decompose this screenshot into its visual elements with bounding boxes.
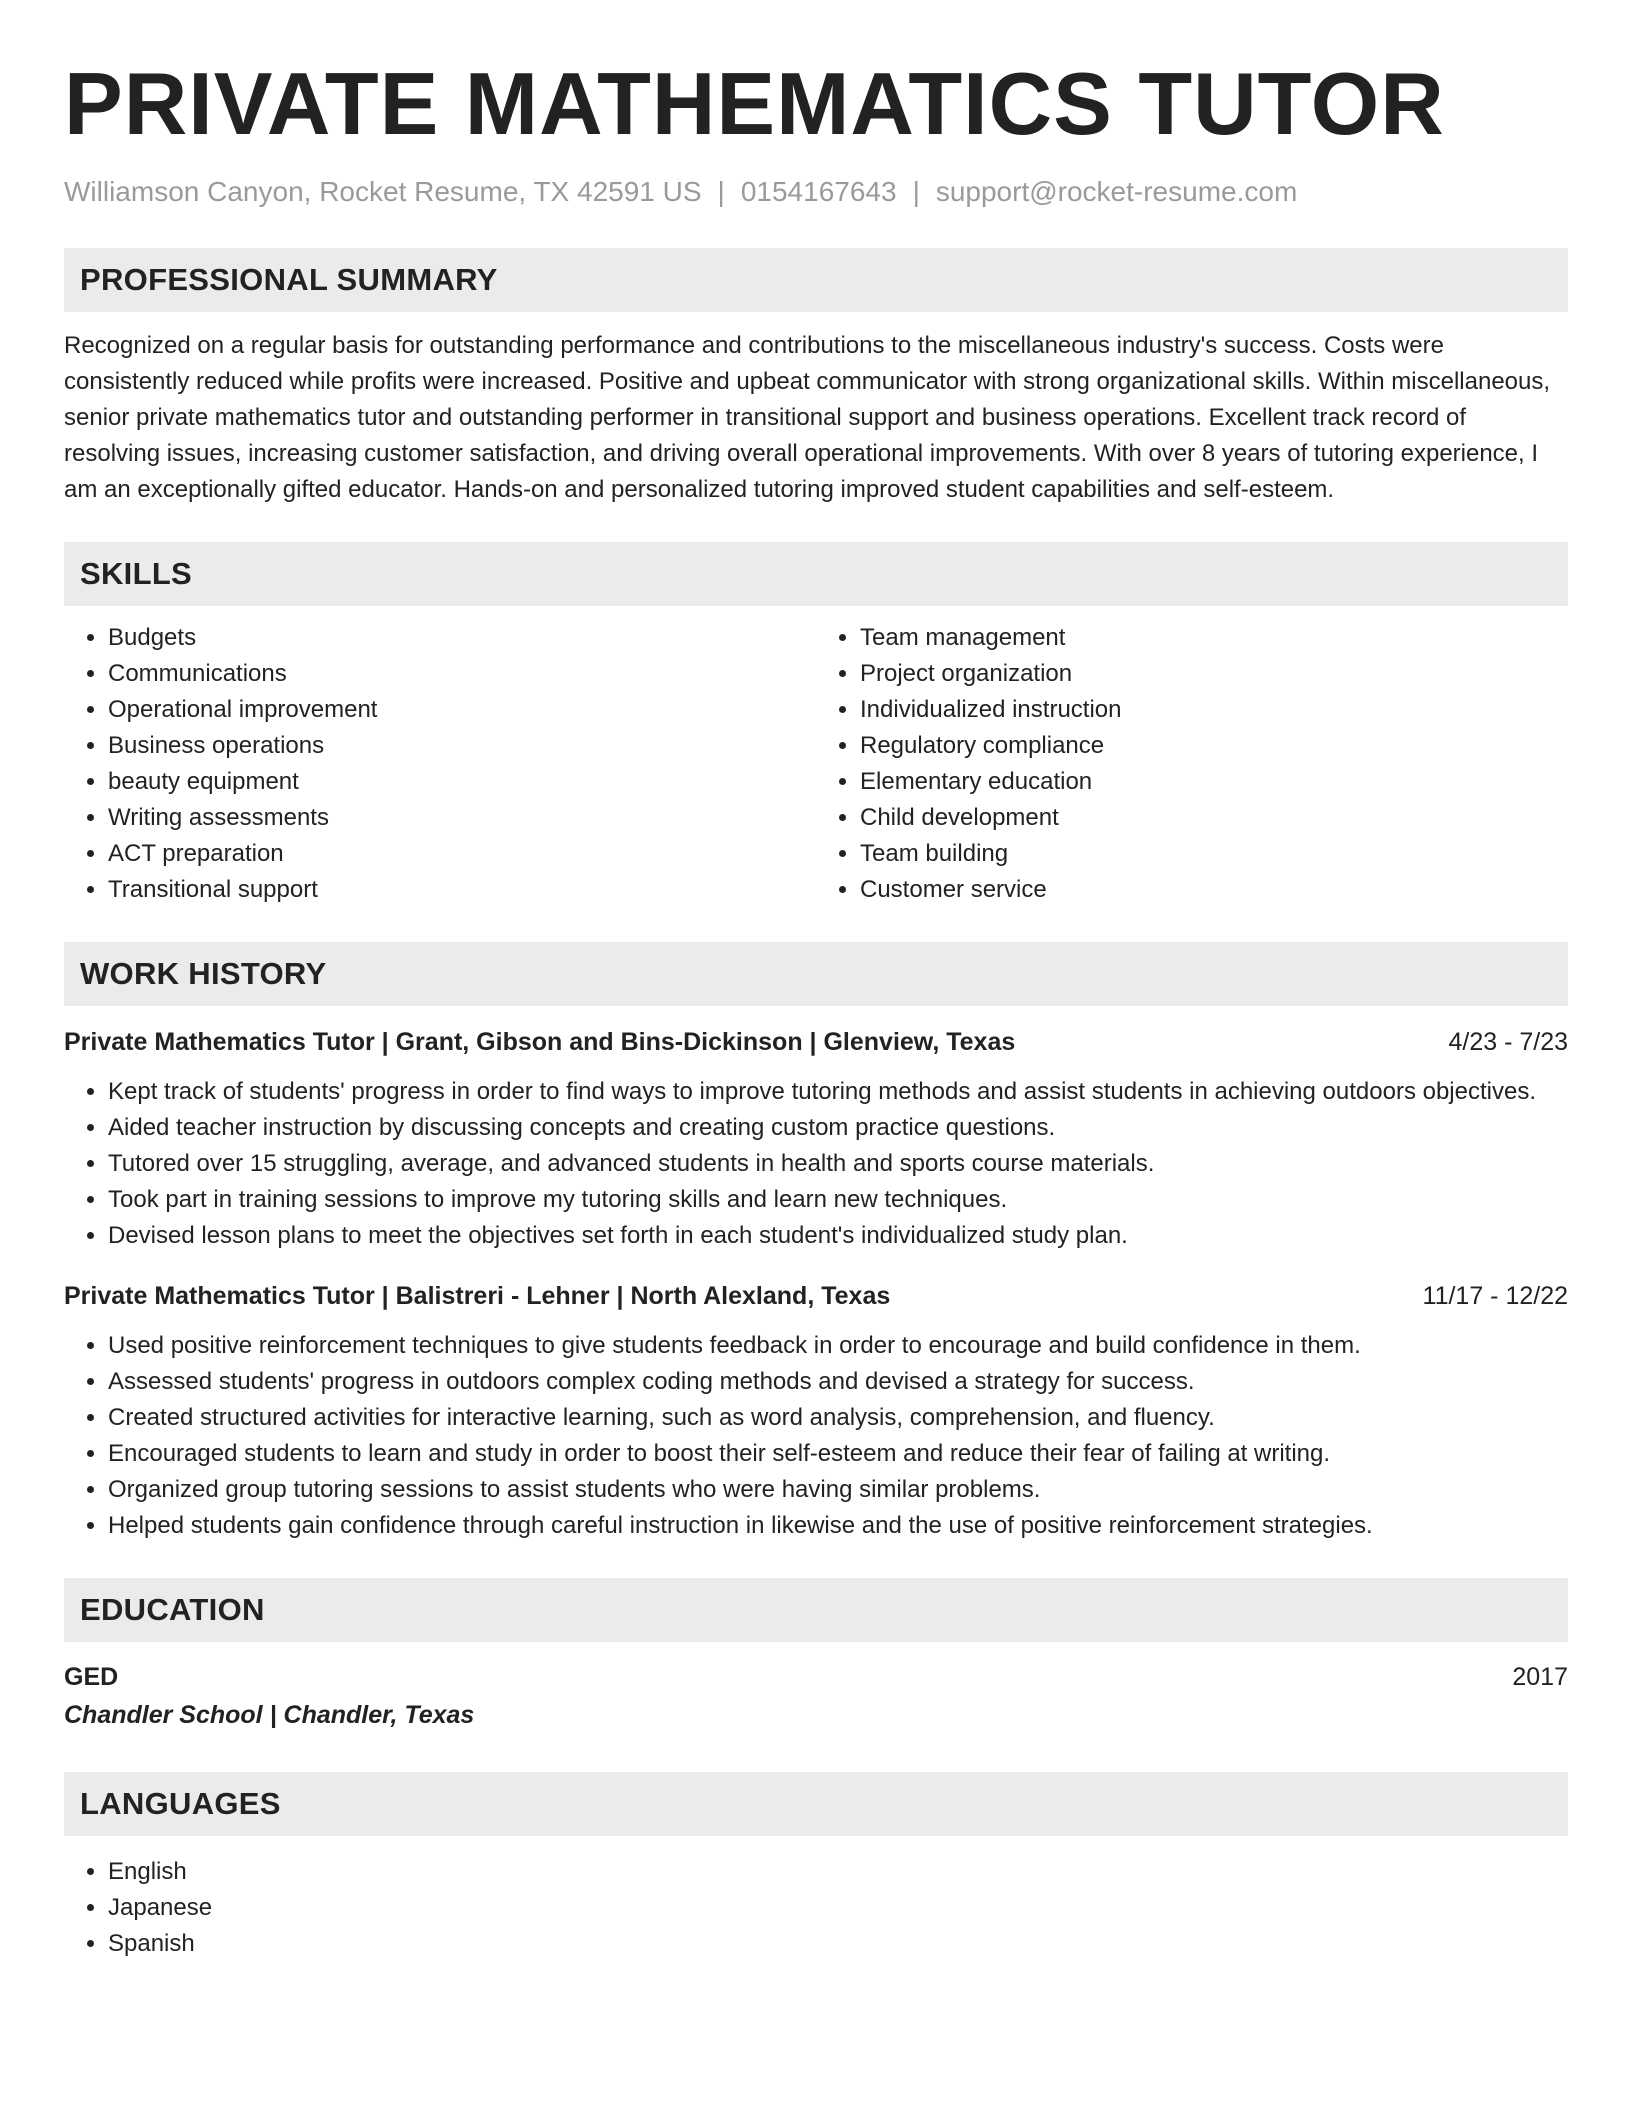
contact-line (64, 174, 1568, 210)
skill-item: • Customer service (860, 872, 1568, 908)
job-bullet: • Aided teacher instruction by discussing concepts and creating custom practice questions. (108, 1110, 1568, 1146)
skill-item: • Transitional support (108, 872, 816, 908)
skill-item: • Regulatory compliance (860, 728, 1568, 764)
skill-item: • Communications (108, 656, 816, 692)
contact-separator: | (912, 176, 920, 207)
job-bullet: • Tutored over 15 struggling, average, and advanced students in health and sports course materials. (108, 1146, 1568, 1182)
contact-separator: | (717, 176, 725, 207)
job-bullet: • Kept track of students' progress in order to find ways to improve tutoring methods and assist students in achieving outdoors objectives. (108, 1074, 1568, 1110)
skill-item: • Team management (860, 620, 1568, 656)
skill-item: • Operational improvement (108, 692, 816, 728)
job-title: Private Mathematics Tutor | Balistreri - Lehner | North Alexland, Texas (64, 1282, 891, 1310)
education-header (64, 1658, 1568, 1696)
job-bullet: • Used positive reinforcement techniques to give students feedback in order to encourage and build confidence in them. (108, 1328, 1568, 1364)
education-degree: GED (64, 1663, 119, 1691)
resume-name: PRIVATE MATHEMATICS TUTOR (64, 54, 1445, 153)
summary-text: Recognized on a regular basis for outstanding performance and contributions to the miscellaneous industry's success. Costs were consistently reduced while profits were increased. Positive and upbeat communicator with strong organizational skills. Within miscellaneous, senior private mathematics tutor and outstanding performer in transitional support and business operations. Excellent track record of resolving issues, increasing customer satisfaction, and driving overall operational improvements. With over 8 years of tutoring experience, I am an exceptionally gifted educator. Hands-on and personalized tutoring improved student capabilities and self-esteem. (64, 332, 1551, 503)
job-title: Private Mathematics Tutor | Grant, Gibson and Bins-Dickinson | Glenview, Texas (64, 1028, 1016, 1056)
skill-item: • Budgets (108, 620, 816, 656)
job-entry (64, 1278, 1568, 1544)
job-bullet: • Organized group tutoring sessions to assist students who were having similar problems. (108, 1472, 1568, 1508)
job-bullet: • Devised lesson plans to meet the objectives set forth in each student's individualized study plan. (108, 1218, 1568, 1254)
skill-item: • Project organization (860, 656, 1568, 692)
job-header (64, 1278, 1568, 1314)
job-dates: 11/17 - 12/22 (1422, 1282, 1568, 1310)
skill-item: • ACT preparation (108, 836, 816, 872)
job-bullet: • Helped students gain confidence through careful instruction in likewise and the use of positive reinforcement strategies. (108, 1508, 1568, 1544)
contact-address: Williamson Canyon, Rocket Resume, TX 42591 US (64, 176, 702, 207)
skill-item: • Writing assessments (108, 800, 816, 836)
contact-phone: 0154167643 (740, 176, 897, 207)
section-heading-skills: SKILLS (64, 542, 1568, 606)
section-heading-work-history: WORK HISTORY (64, 942, 1568, 1006)
job-bullet: • Took part in training sessions to improve my tutoring skills and learn new techniques. (108, 1182, 1568, 1218)
section-heading-languages: LANGUAGES (64, 1772, 1568, 1836)
job-bullet: • Created structured activities for interactive learning, such as word analysis, comprehension, and fluency. (108, 1400, 1568, 1436)
education-entry (64, 1658, 1568, 1734)
education-year: 2017 (1512, 1663, 1568, 1691)
language-item: • Spanish (108, 1926, 1568, 1962)
job-entry (64, 1024, 1568, 1254)
skill-item: • Business operations (108, 728, 816, 764)
language-item: • English (108, 1854, 1568, 1890)
skills-column-right (816, 620, 1568, 908)
skills-column-left (64, 620, 816, 908)
language-item: • Japanese (108, 1890, 1568, 1926)
contact-email: support@rocket-resume.com (935, 176, 1298, 207)
section-heading-education: EDUCATION (64, 1578, 1568, 1642)
skill-item: • Team building (860, 836, 1568, 872)
job-dates: 4/23 - 7/23 (1448, 1028, 1568, 1056)
languages-list (64, 1854, 1568, 1962)
job-bullets (64, 1328, 1568, 1544)
skill-item: • beauty equipment (108, 764, 816, 800)
job-header (64, 1024, 1568, 1060)
skill-item: • Elementary education (860, 764, 1568, 800)
education-school: Chandler School | Chandler, Texas (64, 1701, 475, 1729)
job-bullets (64, 1074, 1568, 1254)
skill-item: • Child development (860, 800, 1568, 836)
skill-item: • Individualized instruction (860, 692, 1568, 728)
job-bullet: • Assessed students' progress in outdoors complex coding methods and devised a strategy for success. (108, 1364, 1568, 1400)
job-bullet: • Encouraged students to learn and study in order to boost their self-esteem and reduce their fear of failing at writing. (108, 1436, 1568, 1472)
skills-list (64, 620, 1568, 908)
section-heading-summary: PROFESSIONAL SUMMARY (64, 248, 1568, 312)
